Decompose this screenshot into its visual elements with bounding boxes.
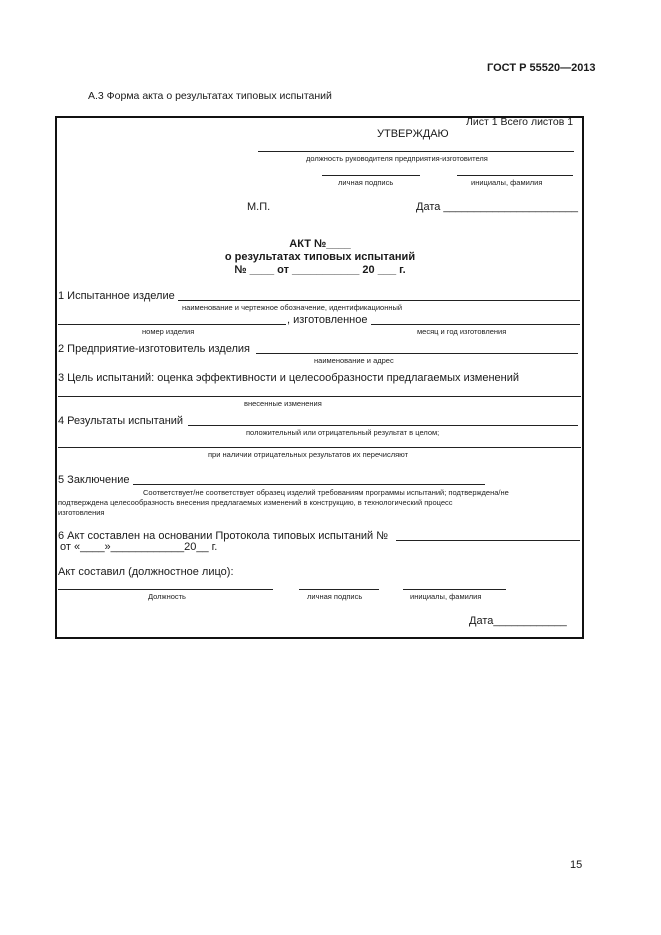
caption-month-year: месяц и год изготовления xyxy=(417,327,507,336)
caption-signature-2: личная подпись xyxy=(307,592,363,601)
caption-position: Должность xyxy=(148,592,186,601)
item4-line[interactable] xyxy=(188,425,578,426)
caption-conclusion-1: Соответствует/не соответствует образец изделий требованиям программы испытаний; подтверждена/не xyxy=(143,488,509,497)
compiler-initials-line[interactable] xyxy=(403,589,506,590)
item1-label: 1 Испытанное изделие xyxy=(58,290,175,302)
caption-name-address: наименование и адрес xyxy=(314,356,394,365)
head-position-line[interactable] xyxy=(258,151,574,152)
act-subtitle: о результатах типовых испытаний xyxy=(224,251,416,263)
approver-signature-line[interactable] xyxy=(322,175,420,176)
compiler-position-line[interactable] xyxy=(58,589,273,590)
caption-initials: инициалы, фамилия xyxy=(471,178,543,187)
protocol-date: от «____»____________20__ г. xyxy=(60,541,218,553)
act-number-date: № ____ от ___________ 20 ___ г. xyxy=(234,264,406,276)
approver-initials-line[interactable] xyxy=(457,175,573,176)
protocol-number-line[interactable] xyxy=(396,540,580,541)
item4-line-2[interactable] xyxy=(58,447,581,448)
caption-conclusion-3: изготовления xyxy=(58,508,105,517)
manufacture-date-line[interactable] xyxy=(371,324,580,325)
compiler-signature-line[interactable] xyxy=(299,589,379,590)
caption-item-number: номер изделия xyxy=(142,327,195,336)
sheet-info: Лист 1 Всего листов 1 xyxy=(466,116,574,128)
approval-date: Дата ______________________ xyxy=(416,201,579,213)
item3-line[interactable] xyxy=(58,396,581,397)
act-title: АКТ №____ xyxy=(289,238,351,250)
item3-label: 3 Цель испытаний: оценка эффективности и целесообразности предлагаемых изменений xyxy=(58,372,519,384)
section-title: А.3 Форма акта о результатах типовых испытаний xyxy=(88,90,332,102)
caption-negative: при наличии отрицательных результатов их перечисляют xyxy=(208,450,409,459)
caption-head-position: должность руководителя предприятия-изготовителя xyxy=(306,154,488,163)
item2-label: 2 Предприятие-изготовитель изделия xyxy=(58,343,250,355)
caption-result: положительный или отрицательный результат в целом; xyxy=(246,428,440,437)
manufactured-label: , изготовленное xyxy=(287,314,368,326)
item5-label: 5 Заключение xyxy=(58,474,130,486)
standard-number: ГОСТ Р 55520—2013 xyxy=(487,62,596,74)
item6-label: 6 Акт составлен на основании Протокола типовых испытаний № xyxy=(58,530,389,542)
item4-label: 4 Результаты испытаний xyxy=(58,415,184,427)
page-number: 15 xyxy=(570,859,583,871)
item2-line[interactable] xyxy=(256,353,578,354)
caption-conclusion-2: подтверждена целесообразность внесения предлагаемых изменений в конструкцию, в технологический процесс xyxy=(58,498,453,507)
stamp-place: М.П. xyxy=(247,201,271,213)
caption-changes: внесенные изменения xyxy=(244,399,322,408)
caption-initials-2: инициалы, фамилия xyxy=(410,592,482,601)
caption-item1: наименование и чертежное обозначение, идентификационный xyxy=(182,303,403,312)
caption-signature: личная подпись xyxy=(338,178,394,187)
item1-line[interactable] xyxy=(178,300,580,301)
approve-heading: УТВЕРЖДАЮ xyxy=(377,128,449,140)
item5-line[interactable] xyxy=(133,484,485,485)
final-date: Дата____________ xyxy=(469,615,567,627)
item-number-line[interactable] xyxy=(58,324,286,325)
compiled-by-label: Акт составил (должностное лицо): xyxy=(58,566,234,578)
